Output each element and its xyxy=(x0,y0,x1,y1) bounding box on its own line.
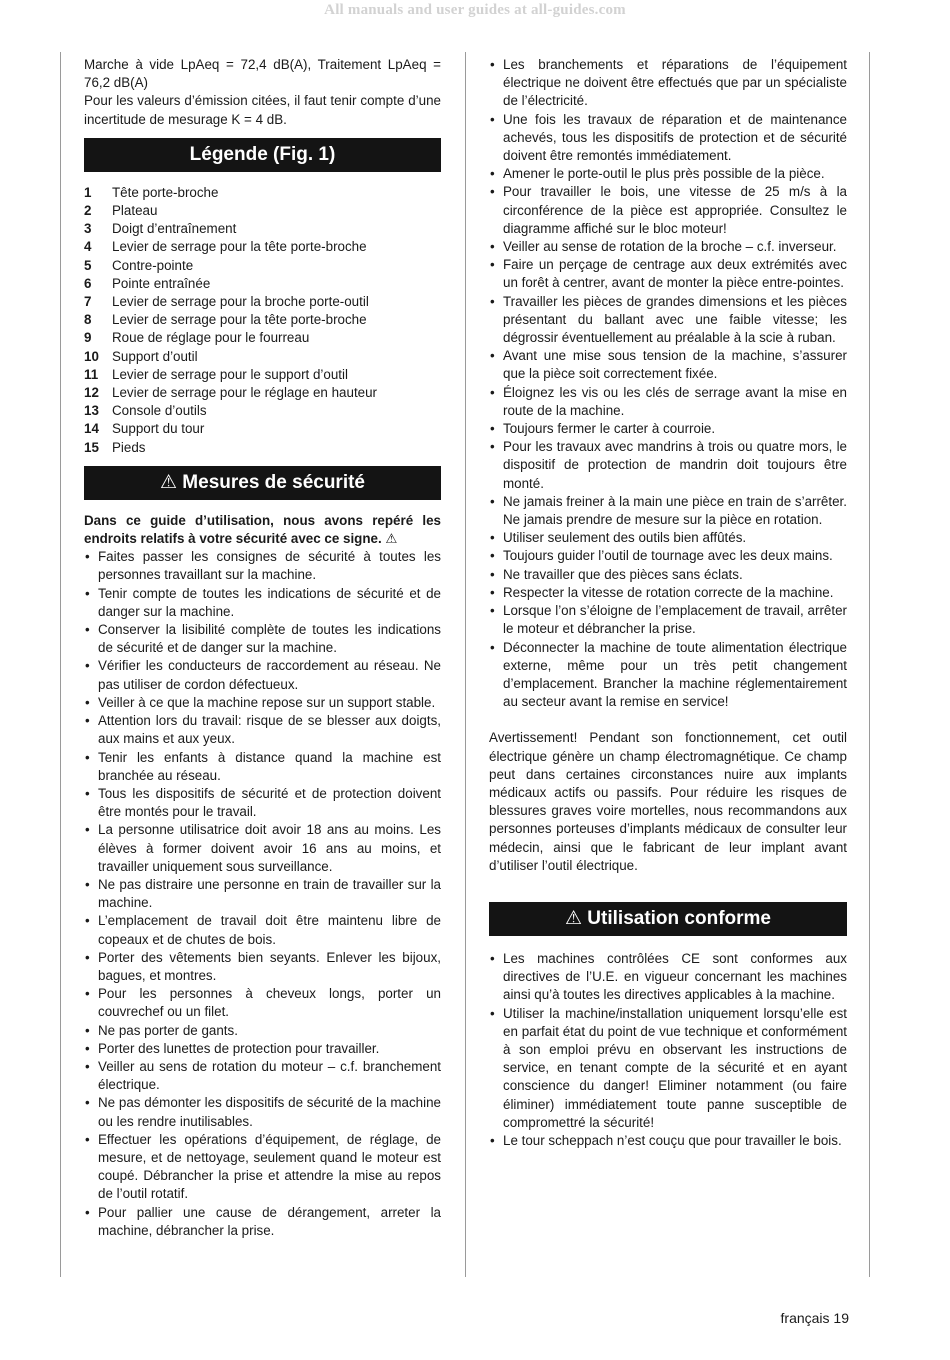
safety-item: • Une fois les travaux de réparation et de maintenance achevés, tous les dispositifs de protection et de sécurité doivent être remontés immédiatement. xyxy=(489,111,847,166)
legend-number: 10 xyxy=(84,348,99,364)
legend-label: Levier de serrage pour le support d’outil xyxy=(112,366,348,382)
legend-label: Contre-pointe xyxy=(112,257,194,273)
left-margin-rule xyxy=(60,52,61,1277)
safety-list-left xyxy=(84,548,441,1240)
legend-label: Support du tour xyxy=(112,421,205,437)
legend-item xyxy=(84,238,441,256)
safety-item: • Tous les dispositifs de sécurité et de protection doivent être montés pour le travail. xyxy=(84,785,441,821)
safety-item: • Utiliser seulement des outils bien affûtés. xyxy=(489,529,847,547)
legend-number: 2 xyxy=(84,203,92,219)
safety-item: • Pour les travaux avec mandrins à trois ou quatre mors, le dispositif de protection de mandrin doit toujours être monté. xyxy=(489,438,847,493)
legend-number: 13 xyxy=(84,403,99,419)
legend-item xyxy=(84,329,441,347)
legend-number: 14 xyxy=(84,421,99,437)
watermark: All manuals and user guides at all-guides.com xyxy=(324,2,626,18)
legend-item xyxy=(84,311,441,329)
safety-item: • Ne pas distraire une personne en train de travailler sur la machine. xyxy=(84,876,441,912)
legend-item xyxy=(84,366,441,384)
center-column-rule xyxy=(465,52,466,1277)
usage-item: • Le tour scheppach n’est couçu que pour travailler le bois. xyxy=(489,1132,847,1150)
legend-number: 6 xyxy=(84,275,92,291)
safety-item: • Veiller à ce que la machine repose sur un support stable. xyxy=(84,694,441,712)
safety-item: • Pour les personnes à cheveux longs, porter un couvrechef ou un filet. xyxy=(84,985,441,1021)
legend-label: Console d’outils xyxy=(112,403,207,419)
legend-number: 15 xyxy=(84,439,99,455)
noise-values: Marche à vide LpAeq = 72,4 dB(A), Traitement LpAeq = 76,2 dB(A) xyxy=(84,57,441,91)
safety-item: • Lorsque l’on s’éloigne de l’emplacement de travail, arrêter le moteur et débrancher la prise. xyxy=(489,602,847,638)
safety-item: • Ne pas porter de gants. xyxy=(84,1022,441,1040)
safety-item: • Respecter la vitesse de rotation correcte de la machine. xyxy=(489,584,847,602)
legend-number: 8 xyxy=(84,312,92,328)
legend-item xyxy=(84,420,441,438)
legend-item xyxy=(84,384,441,402)
safety-item: • Avant une mise sous tension de la machine, s’assurer que la pièce soit correctement fixée. xyxy=(489,347,847,383)
safety-item: • Travailler les pièces de grandes dimensions et les pièces présentant du ballant avec une faible vitesse; les dégrossir éventuellement au préalable à la scie à ruban. xyxy=(489,293,847,348)
legend-item xyxy=(84,220,441,238)
legend-label: Roue de réglage pour le fourreau xyxy=(112,330,310,346)
legend-label: Levier de serrage pour la tête porte-broche xyxy=(112,239,367,255)
legend-number: 9 xyxy=(84,330,92,346)
legend-item xyxy=(84,402,441,420)
safety-item: • Ne jamais freiner à la main une pièce en train de s’arrêter. Ne jamais prendre de mesure sur la pièce en rotation. xyxy=(489,493,847,529)
safety-item: • La personne utilisatrice doit avoir 18 ans au moins. Les élèves à former doivent avoir 16 ans au moins, et travailler uniquement sous surveillance. xyxy=(84,821,441,876)
legend-label: Pieds xyxy=(112,439,146,455)
safety-item: • Veiller au sens de rotation du moteur – c.f. branchement électrique. xyxy=(84,1058,441,1094)
safety-item: • Effectuer les opérations d’équipement, de réglage, de mesure, et de nettoyage, seulement quand le moteur est coupé. Débrancher la prise et attendre la mise au repos de l’outil rotatif. xyxy=(84,1131,441,1204)
usage-item: • Les machines contrôlées CE sont conformes aux directives de l’U.E. en vigueur concernant les machines ainsi qu’à toutes les directives applicables à la machine. xyxy=(489,950,847,1005)
legend-item xyxy=(84,348,441,366)
legend-label: Levier de serrage pour le réglage en hauteur xyxy=(112,385,378,401)
safety-item: • Faites passer les consignes de sécurité à toutes les personnes travaillant sur la machine. xyxy=(84,548,441,584)
emf-warning: Avertissement! Pendant son fonctionnement, cet outil électrique génère un champ électromagnétique. Ce champ peut dans certaines circonstances nuire aux implants médicaux actifs ou passifs. Pour réduire les risques de blessures graves voire mortelles, nous recommandons aux personnes porteuses d’implants médicaux de consulter leur médecin, ainsi que le fabricant de leur implant avant d’utiliser l’outil électrique. xyxy=(489,730,847,873)
right-margin-rule xyxy=(869,52,870,1277)
usage-item: • Utiliser la machine/installation uniquement lorsqu’elle est en parfait état du point de vue technique et conformément à son emploi prévu en observant les instructions de service, en tenant compte de la sécurité et en ayant conscience du danger! Eliminer notamment (ou faire éliminer) immédiatement toute panne susceptible de compromettré la sécurité! xyxy=(489,1005,847,1132)
left-column xyxy=(84,56,441,1240)
usage-heading: ⚠ Utilisation conforme xyxy=(489,902,847,936)
legend-number: 12 xyxy=(84,385,99,401)
safety-item: • Attention lors du travail: risque de se blesser aux doigts, aux mains et aux yeux. xyxy=(84,712,441,748)
measurement-uncertainty: Pour les valeurs d’émission citées, il faut tenir compte d’une incertitude de mesurage K = 4 dB. xyxy=(84,93,441,127)
right-column xyxy=(489,56,847,1150)
safety-item: • Pour pallier une cause de dérangement, arreter la machine, débrancher la prise. xyxy=(84,1204,441,1240)
safety-heading: ⚠ Mesures de sécurité xyxy=(84,466,441,500)
legend-item xyxy=(84,184,441,202)
legend-heading: Légende (Fig. 1) xyxy=(84,138,441,172)
safety-item: • Ne travailler que des pièces sans éclats. xyxy=(489,566,847,584)
legend-label: Pointe entraînée xyxy=(112,275,211,291)
legend-label: Levier de serrage pour la tête porte-broche xyxy=(112,312,367,328)
legend-number: 4 xyxy=(84,239,92,255)
safety-item: • Pour travailler le bois, une vitesse de 25 m/s à la circonférence de la pièce est appropriée. Consultez le diagramme affiché sur le bloc moteur! xyxy=(489,183,847,238)
legend-number: 7 xyxy=(84,294,92,310)
legend-number: 3 xyxy=(84,221,92,237)
legend-label: Levier de serrage pour la broche porte-outil xyxy=(112,294,369,310)
legend-number: 5 xyxy=(84,257,92,273)
legend-item xyxy=(84,257,441,275)
safety-item: • Tenir compte de toutes les indications de sécurité et de danger sur la machine. xyxy=(84,585,441,621)
safety-item: • Faire un perçage de centrage aux deux extrémités avec un forêt à centrer, avant de monter la pièce entre-pointes. xyxy=(489,256,847,292)
safety-item: • Amener le porte-outil le plus près possible de la pièce. xyxy=(489,165,847,183)
usage-list xyxy=(489,950,847,1150)
legend-item xyxy=(84,202,441,220)
safety-item: • Toujours guider l’outil de tournage avec les deux mains. xyxy=(489,547,847,565)
safety-item: • Les branchements et réparations de l’équipement électrique ne doivent être effectués que par un spécialiste de l’électricité. xyxy=(489,56,847,111)
legend-label: Support d’outil xyxy=(112,348,198,364)
safety-item: • Tenir les enfants à distance quand la machine est branchée au réseau. xyxy=(84,749,441,785)
safety-item: • Déconnecter la machine de toute alimentation électrique externe, même pour un très petit changement d’emplacement. Brancher la machine réglementairement au secteur avant la remise en service! xyxy=(489,639,847,712)
safety-list-right xyxy=(489,56,847,711)
safety-item: • Porter des lunettes de protection pour travailler. xyxy=(84,1040,441,1058)
safety-item: • Vérifier les conducteurs de raccordement au réseau. Ne pas utiliser de cordon défectueux. xyxy=(84,657,441,693)
legend-number: 1 xyxy=(84,184,92,200)
legend-label: Tête porte-broche xyxy=(112,184,219,200)
legend-label: Plateau xyxy=(112,203,158,219)
safety-item: • Éloignez les vis ou les clés de serrage avant la mise en route de la machine. xyxy=(489,384,847,420)
page-footer: français 19 xyxy=(780,1310,849,1326)
safety-item: • Conserver la lisibilité complète de toutes les indications de sécurité et de danger sur la machine. xyxy=(84,621,441,657)
legend-item xyxy=(84,439,441,457)
safety-item: • Porter des vêtements bien seyants. Enlever les bijoux, bagues, et montres. xyxy=(84,949,441,985)
legend-item xyxy=(84,293,441,311)
safety-item: • L’emplacement de travail doit être maintenu libre de copeaux et de chutes de bois. xyxy=(84,912,441,948)
legend-number: 11 xyxy=(84,366,99,382)
safety-item: • Veiller au sense de rotation de la broche – c.f. inverseur. xyxy=(489,238,847,256)
safety-intro: Dans ce guide d’utilisation, nous avons repéré les endroits relatifs à votre sécurité avec ce signe. ⚠ xyxy=(84,512,441,547)
legend-item xyxy=(84,275,441,293)
safety-item: • Toujours fermer le carter à courroie. xyxy=(489,420,847,438)
legend-list xyxy=(84,184,441,457)
safety-item: • Ne pas démonter les dispositifs de sécurité de la machine ou les rendre inutilisables. xyxy=(84,1094,441,1130)
legend-label: Doigt d’entraînement xyxy=(112,221,237,237)
